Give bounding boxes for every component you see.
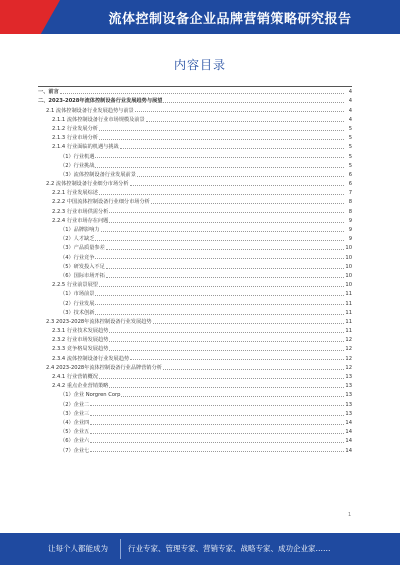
toc-leader-dots [106,268,344,269]
toc-leader-dots [90,451,344,452]
toc-entry-label: （5）企业五 [38,429,90,435]
toc-leader-dots [163,369,344,370]
toc-leader-dots [90,442,344,443]
toc-entry-label: （1）市场前景 [38,291,95,297]
toc-entry-label: 2.2 流体控制设备行业细分市场分析 [38,181,130,187]
toc-entry-page: 8 [348,208,352,215]
toc-entry-page: 9 [348,217,352,224]
toc-leader-dots [101,231,344,232]
toc-entry-page: 10 [345,254,352,261]
toc-entry-label: 2.2.1 行业发展综述 [38,190,99,196]
toc-entry-label: （2）行业发展 [38,301,95,307]
toc-leader-dots [90,415,344,416]
toc-entry-page: 6 [348,171,352,178]
toc-entry[interactable] [38,426,352,435]
toc-entry[interactable] [38,307,352,316]
toc-entry[interactable] [38,362,352,371]
toc-entry-page: 10 [345,245,352,252]
toc-leader-dots [90,424,344,425]
toc-leader-dots [99,194,344,195]
toc-leader-dots [90,433,344,434]
toc-entry-page: 9 [348,227,352,233]
page-footer [0,533,400,565]
toc-entry-page: 5 [348,144,352,151]
toc-leader-dots [95,304,344,305]
toc-entry-page: 4 [348,107,352,114]
toc-entry-label: 2.2.3 行业市场供需分析 [38,209,109,215]
toc-entry-label: 一、前言 [38,89,59,96]
toc-leader-dots [120,148,344,149]
toc-entry-label: 2.1.4 行业面临的机遇与挑战 [38,144,120,150]
toc-entry-label: （6）国际市场开拓 [38,273,106,279]
footer-slogan-right: 行业专家、管理专家、营销专家、战略专家、成功企业家…… [128,544,331,553]
toc-entry-label: 2.3.4 流体控制设备行业发展趋势 [38,356,130,362]
toc-entry-label: 2.3 2023-2028年流体控制设备行业发展趋势 [38,319,153,325]
toc-entry[interactable] [38,123,352,132]
toc-entry-label: （3）企业三 [38,411,90,417]
toc-entry[interactable] [38,233,352,242]
toc-entry-page: 5 [348,153,352,160]
toc-entry[interactable] [38,408,352,417]
table-of-contents [38,86,352,454]
toc-leader-dots [130,359,344,360]
toc-leader-dots [130,185,344,186]
toc-entry-page: 11 [345,318,352,325]
toc-entry-page: 13 [345,383,352,390]
toc-entry-label: 二、2023-2028年流体控制设备行业发展趋势与展望 [38,98,163,105]
toc-entry-label: 2.1.3 行业市场分析 [38,135,99,141]
toc-entry[interactable] [38,261,352,270]
toc-entry-label: 2.3.2 行业市场发展趋势 [38,337,109,343]
toc-leader-dots [109,350,344,351]
toc-entry-page: 12 [345,364,352,371]
toc-entry-label: （3）流体控制设备行业发展前景 [38,172,137,178]
toc-entry[interactable] [38,187,352,196]
toc-entry-page: 11 [345,291,352,298]
toc-entry-page: 13 [345,401,352,408]
toc-entry-label: 2.1.1 流体控制设备行业市场规模及前景 [38,117,146,123]
toc-entry[interactable] [38,215,352,224]
toc-leader-dots [106,277,344,278]
toc-entry-page: 14 [345,447,352,454]
toc-entry[interactable] [38,196,352,205]
toc-leader-dots [99,130,344,131]
toc-entry[interactable] [38,141,352,150]
toc-leader-dots [109,332,344,333]
toc-entry[interactable] [38,380,352,389]
toc-entry-page: 4 [348,89,352,96]
toc-entry-label: （4）行业竞争 [38,255,95,261]
toc-leader-dots [95,157,344,158]
toc-entry-label: （4）企业四 [38,420,90,426]
toc-leader-dots [106,249,344,250]
toc-entry-label: 2.2.2 中国流体控制设备行业细分市场分析 [38,199,151,205]
toc-entry[interactable] [38,114,352,123]
toc-entry-label: （2）企业二 [38,402,90,408]
toc-leader-dots [60,93,344,94]
toc-entry-page: 12 [345,346,352,353]
toc-entry[interactable] [38,86,352,95]
toc-entry[interactable] [38,398,352,407]
toc-entry-label: 2.3.3 竞争格局发展趋势 [38,346,109,352]
toc-leader-dots [95,167,344,168]
toc-entry[interactable] [38,417,352,426]
toc-leader-dots [151,203,344,204]
toc-entry[interactable] [38,288,352,297]
toc-leader-dots [95,295,344,296]
toc-entry-page: 14 [345,429,352,436]
toc-entry-page: 10 [345,272,352,279]
page-number: 1 [348,512,352,518]
toc-entry-page: 14 [345,419,352,426]
report-title: 流体控制设备企业品牌营销策略研究报告 [108,12,352,27]
toc-entry[interactable] [38,270,352,279]
toc-leader-dots [99,286,344,287]
toc-entry[interactable] [38,224,352,233]
toc-entry-label: 2.4.2 重点企业营销策略 [38,383,109,389]
toc-entry-label: （1）企业 Norgren Corp [38,392,121,398]
toc-entry-page: 7 [348,190,352,197]
toc-entry[interactable] [38,389,352,398]
toc-leader-dots [163,102,344,103]
toc-entry[interactable] [38,104,352,113]
toc-entry-label: 2.4.1 行业营销概况 [38,374,99,380]
toc-entry-page: 10 [345,263,352,270]
toc-entry[interactable] [38,334,352,343]
toc-entry-label: 2.1.2 行业发展分析 [38,126,99,132]
toc-entry[interactable] [38,297,352,306]
toc-leader-dots [99,139,344,140]
toc-entry-page: 5 [348,135,352,142]
toc-entry-label: （3）产品质量参差 [38,245,106,251]
toc-entry-page: 12 [345,355,352,362]
toc-entry[interactable] [38,169,352,178]
footer-divider [120,539,121,559]
toc-entry-page: 5 [348,125,352,132]
header-accent-shape [0,0,60,34]
toc-entry-label: 2.2.4 行业市场存在问题 [38,218,109,224]
toc-leader-dots [109,212,344,213]
toc-entry-page: 4 [348,98,352,105]
toc-leader-dots [109,387,344,388]
toc-entry-page: 6 [348,181,352,188]
toc-entry-page: 9 [348,236,352,243]
toc-entry-label: （2）行业挑战 [38,163,95,169]
toc-leader-dots [121,396,344,397]
toc-entry[interactable] [38,325,352,334]
toc-entry-label: 2.1 流体控制设备行业发展趋势与前景 [38,108,135,114]
toc-title: 内容目录 [173,58,226,72]
toc-entry-page: 10 [345,282,352,289]
toc-entry-label: 2.4 2023-2028年流体控制设备行业品牌营销分析 [38,365,163,371]
toc-entry[interactable] [38,352,352,361]
toc-entry-label: （1）行业机遇 [38,154,95,160]
toc-entry-page: 13 [345,410,352,417]
toc-entry[interactable] [38,316,352,325]
toc-entry-page: 14 [345,438,352,445]
toc-entry[interactable] [38,251,352,260]
toc-entry[interactable] [38,279,352,288]
toc-entry[interactable] [38,444,352,453]
toc-leader-dots [135,111,344,112]
toc-entry-label: 2.2.5 行业前景展望 [38,282,99,288]
toc-leader-dots [95,258,344,259]
toc-leader-dots [146,121,344,122]
toc-leader-dots [109,222,344,223]
toc-entry-page: 8 [348,199,352,206]
toc-entry-label: 2.3.1 行业技术发展趋势 [38,328,109,334]
toc-entry-label: （6）企业六 [38,438,90,444]
toc-entry[interactable] [38,242,352,251]
page-header [0,0,400,34]
toc-leader-dots [95,240,344,241]
toc-entry-page: 12 [345,337,352,344]
toc-entry-page: 4 [348,116,352,123]
toc-entry[interactable] [38,371,352,380]
toc-entry[interactable] [38,435,352,444]
toc-entry[interactable] [38,150,352,159]
toc-entry[interactable] [38,343,352,352]
toc-entry-label: （7）企业七 [38,448,90,454]
toc-entry-page: 13 [345,392,352,399]
toc-entry[interactable] [38,95,352,104]
footer-slogan-left: 让每个人都能成为 [48,544,108,553]
toc-leader-dots [99,378,344,379]
toc-entry[interactable] [38,132,352,141]
toc-entry-page: 5 [348,162,352,169]
toc-entry-label: （2）人才缺乏 [38,236,95,242]
toc-leader-dots [95,314,344,315]
toc-entry-page: 11 [345,328,352,335]
toc-entry[interactable] [38,178,352,187]
toc-leader-dots [137,176,344,177]
toc-entry-page: 11 [345,309,352,316]
toc-entry-label: （3）技术创新 [38,310,95,316]
toc-entry-label: （5）研发投入不足 [38,264,106,270]
toc-entry[interactable] [38,205,352,214]
toc-entry-page: 11 [345,300,352,307]
toc-entry-label: （1）品牌影响力 [38,227,101,233]
toc-leader-dots [109,341,344,342]
toc-entry-page: 13 [345,374,352,380]
toc-entry[interactable] [38,160,352,169]
toc-leader-dots [90,405,344,406]
toc-leader-dots [153,323,344,324]
